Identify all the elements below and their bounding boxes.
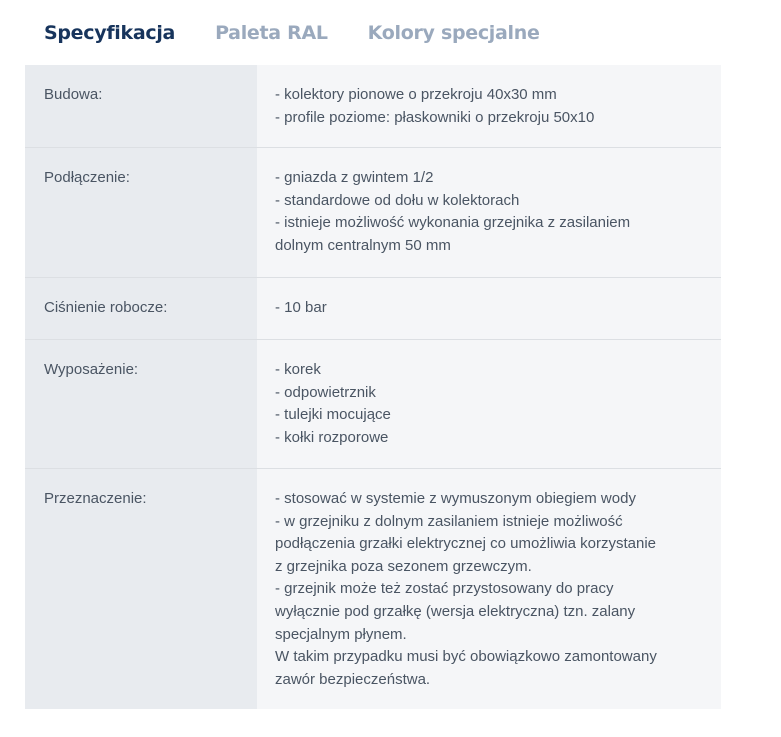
spec-value-line: - gniazda z gwintem 1/2 (275, 169, 434, 186)
spec-value-line: z grzejnika poza sezonem grzewczym. (275, 557, 532, 575)
spec-value-line: wyłącznie pod grzałkę (wersja elektryczna) tzn. zalany (275, 602, 636, 620)
spec-label: Podłączenie: (25, 148, 257, 277)
spec-value-line: - tulejki mocujące (275, 406, 391, 424)
spec-value-line: zawór bezpieczeństwa. (275, 670, 431, 688)
spec-value-line: W takim przypadku musi być obowiązkowo zamontowany (275, 648, 657, 666)
spec-value-line: dolnym centralnym 50 mm (275, 236, 451, 254)
spec-value-line: - grzejnik może też zostać przystosowany do pracy (275, 580, 614, 598)
tab-specyfikacja[interactable]: Specyfikacja (44, 22, 176, 44)
spec-value-line: - 10 bar (275, 299, 327, 316)
spec-value-line: - istnieje możliwość wykonania grzejnika z zasilaniem (275, 214, 631, 232)
spec-value-line: podłączenia grzałki elektrycznej co umożliwia korzystanie (275, 535, 656, 553)
spec-value (257, 469, 721, 709)
spec-row-budowa (25, 65, 721, 148)
spec-row-podlaczenie (25, 148, 721, 278)
tab-bar (44, 22, 580, 44)
spec-value (257, 65, 721, 147)
spec-row-wyposazenie (25, 340, 721, 469)
tab-kolory-specjalne[interactable]: Kolory specjalne (367, 22, 540, 44)
spec-value (257, 278, 721, 339)
spec-value-line: specjalnym płynem. (275, 625, 407, 643)
spec-label: Budowa: (25, 65, 257, 147)
specification-table (25, 65, 721, 709)
spec-row-przeznaczenie (25, 469, 721, 709)
spec-value-line: - korek (275, 361, 321, 378)
spec-row-cisnienie (25, 278, 721, 340)
spec-value-line: - w grzejniku z dolnym zasilaniem istnieje możliwość (275, 512, 623, 530)
spec-value-line: - profile poziome: płaskowniki o przekroju 50x10 (275, 108, 595, 126)
tab-paleta-ral[interactable]: Paleta RAL (215, 22, 328, 44)
spec-value (257, 340, 721, 468)
spec-label: Przeznaczenie: (25, 469, 257, 709)
spec-value-line: - kołki rozporowe (275, 428, 389, 446)
spec-value-line: - stosować w systemie z wymuszonym obiegiem wody (275, 490, 636, 507)
spec-label: Wyposażenie: (25, 340, 257, 468)
spec-value (257, 148, 721, 277)
spec-value-line: - kolektory pionowe o przekroju 40x30 mm (275, 86, 557, 103)
spec-value-line: - odpowietrznik (275, 383, 376, 401)
spec-label: Ciśnienie robocze: (25, 278, 257, 339)
spec-value-line: - standardowe od dołu w kolektorach (275, 191, 520, 209)
